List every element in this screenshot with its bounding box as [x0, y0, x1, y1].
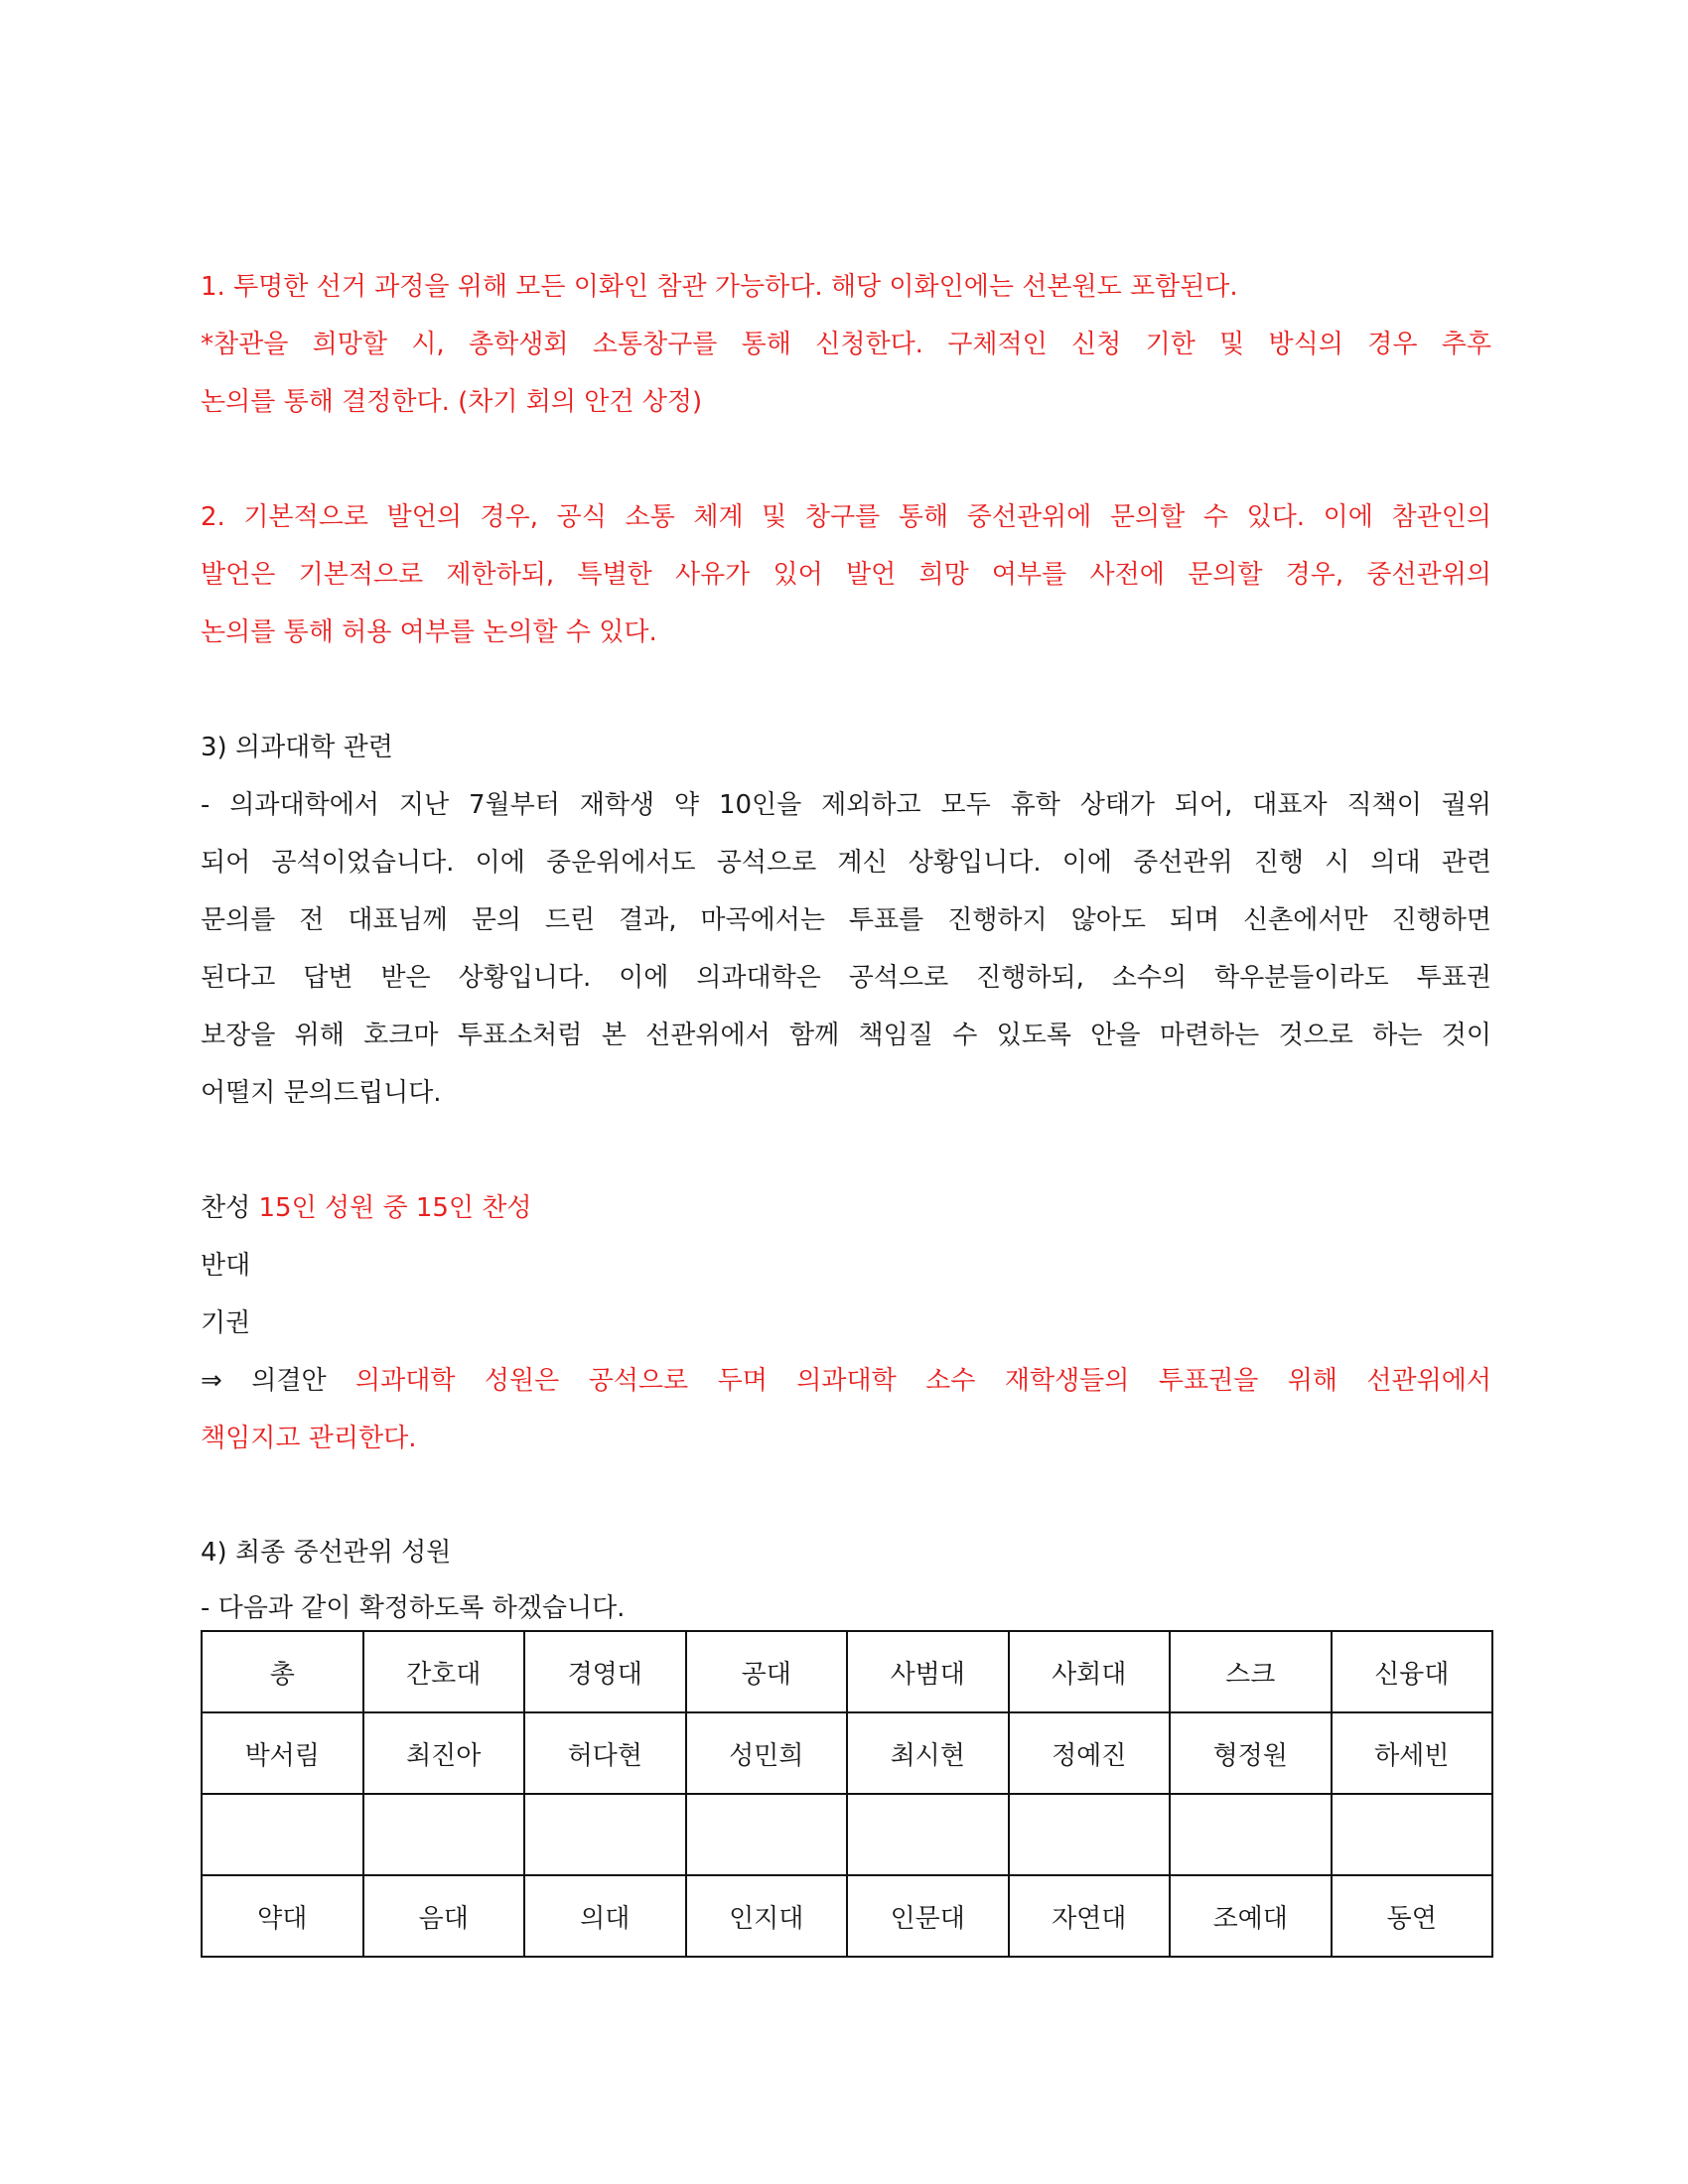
- table-cell: 사회대: [1009, 1631, 1171, 1712]
- section-3-line: 어떨지 문의드립니다.: [201, 1078, 442, 1108]
- vote-against-label: 반대: [201, 1251, 251, 1281]
- vote-favor-result: 15인 성원 중 15인 찬성: [258, 1193, 532, 1223]
- vote-abstain-label: 기권: [201, 1308, 251, 1338]
- table-cell: 형정원: [1170, 1712, 1332, 1794]
- section-3-line: 보장을 위해 호크마 투표소처럼 본 선관위에서 함께 책임질 수 있도록 안을 마련하는 것으로 하는 것이: [201, 1021, 1491, 1050]
- table-cell: 총: [202, 1631, 363, 1712]
- table-cell: [202, 1794, 363, 1875]
- section-2-line-2: 발언은 기본적으로 제한하되, 특별한 사유가 있어 발언 희망 여부를 사전에 문의할 경우, 중선관위의: [201, 560, 1491, 590]
- table-cell: 약대: [202, 1875, 363, 1957]
- table-cell: [1332, 1794, 1493, 1875]
- section-1-line-3: 논의를 통해 결정한다. (차기 회의 안건 상정): [201, 387, 703, 417]
- table-cell: 자연대: [1009, 1875, 1171, 1957]
- section-1-line-1: 1. 투명한 선거 과정을 위해 모든 이화인 참관 가능하다. 해당 이화인에는 선본원도 포함된다.: [201, 272, 1238, 302]
- section-4-intro: - 다음과 같이 확정하도록 하겠습니다.: [201, 1593, 626, 1623]
- vote-favor-line: [201, 1179, 1491, 1237]
- section-3-heading: 3) 의과대학 관련: [201, 733, 393, 762]
- table-cell: [1170, 1794, 1332, 1875]
- section-1: [201, 258, 1491, 431]
- section-3-line: - 의과대학에서 지난 7월부터 재학생 약 10인을 제외하고 모두 휴학 상태가 되어, 대표자 직책이 궐위: [201, 790, 1491, 820]
- spacer: [201, 431, 1491, 488]
- resolution-line-2: 책임지고 관리한다.: [201, 1424, 417, 1453]
- table-cell: 음대: [363, 1875, 525, 1957]
- section-4: [201, 1525, 1491, 1636]
- section-3: [201, 719, 1491, 1122]
- table-row: [202, 1875, 1492, 1957]
- vote-favor-label: 찬성: [201, 1193, 251, 1223]
- table-cell: [524, 1794, 686, 1875]
- section-2-line-3: 논의를 통해 허용 여부를 논의할 수 있다.: [201, 617, 657, 647]
- section-2: [201, 488, 1491, 661]
- members-table: [201, 1630, 1493, 1958]
- table-cell: 성민희: [686, 1712, 848, 1794]
- table-cell: 인지대: [686, 1875, 848, 1957]
- table-cell: [847, 1794, 1009, 1875]
- table-cell: 의대: [524, 1875, 686, 1957]
- table-cell: 박서림: [202, 1712, 363, 1794]
- section-3-line: 된다고 답변 받은 상황입니다. 이에 의과대학은 공석으로 진행하되, 소수의 학우분들이라도 투표권: [201, 963, 1491, 993]
- table-cell: 경영대: [524, 1631, 686, 1712]
- section-2-line-1: 2. 기본적으로 발언의 경우, 공식 소통 체계 및 창구를 통해 중선관위에 문의할 수 있다. 이에 참관인의: [201, 502, 1491, 532]
- table-row: [202, 1631, 1492, 1712]
- table-row: [202, 1794, 1492, 1875]
- table-cell: 동연: [1332, 1875, 1493, 1957]
- vote-results: [201, 1179, 1491, 1467]
- document-body: [201, 258, 1491, 1636]
- table-cell: 간호대: [363, 1631, 525, 1712]
- table-cell: 공대: [686, 1631, 848, 1712]
- spacer: [201, 661, 1491, 719]
- section-4-heading: 4) 최종 중선관위 성원: [201, 1538, 452, 1568]
- spacer: [201, 1122, 1491, 1179]
- table-cell: 사범대: [847, 1631, 1009, 1712]
- table-cell: 최진아: [363, 1712, 525, 1794]
- resolution-line-1: [201, 1352, 1491, 1410]
- table-cell: 최시현: [847, 1712, 1009, 1794]
- table-cell: 조예대: [1170, 1875, 1332, 1957]
- table-cell: 인문대: [847, 1875, 1009, 1957]
- section-1-line-2: *참관을 희망할 시, 총학생회 소통창구를 통해 신청한다. 구체적인 신청 기한 및 방식의 경우 추후: [201, 330, 1491, 359]
- spacer: [201, 1467, 1491, 1525]
- table-cell: 하세빈: [1332, 1712, 1493, 1794]
- table-cell: [1009, 1794, 1171, 1875]
- resolution-prefix: ⇒ 의결안: [201, 1366, 327, 1396]
- table-cell: [686, 1794, 848, 1875]
- table-cell: 신융대: [1332, 1631, 1493, 1712]
- table-row: [202, 1712, 1492, 1794]
- section-3-line: 되어 공석이었습니다. 이에 중운위에서도 공석으로 계신 상황입니다. 이에 중선관위 진행 시 의대 관련: [201, 848, 1491, 878]
- section-3-line: 문의를 전 대표님께 문의 드린 결과, 마곡에서는 투표를 진행하지 않아도 되며 신촌에서만 진행하면: [201, 905, 1491, 935]
- table-cell: [363, 1794, 525, 1875]
- table-cell: 허다현: [524, 1712, 686, 1794]
- table-cell: 정예진: [1009, 1712, 1171, 1794]
- table-cell: 스크: [1170, 1631, 1332, 1712]
- resolution-text: 의과대학 성원은 공석으로 두며 의과대학 소수 재학생들의 투표권을 위해 선관위에서: [355, 1366, 1491, 1396]
